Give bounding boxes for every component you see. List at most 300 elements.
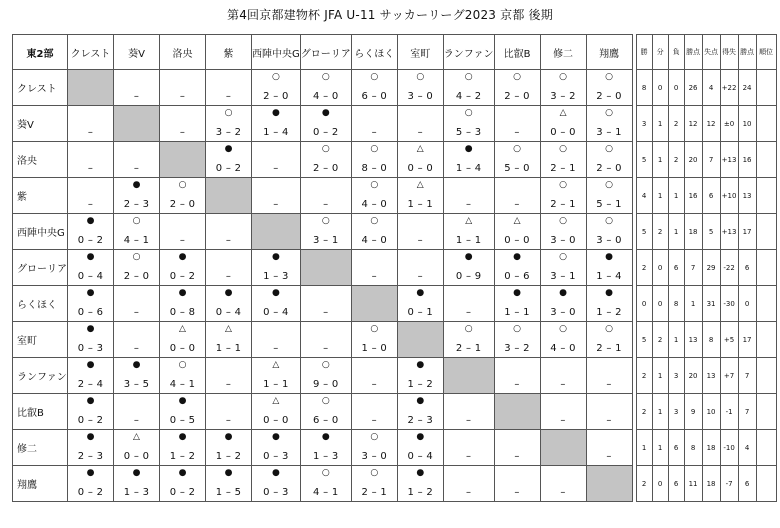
stat-cell [756, 358, 776, 394]
stat-cell: 0 [652, 286, 668, 322]
stat-cell [756, 70, 776, 106]
match-result-cell [206, 214, 252, 250]
match-result-cell [160, 466, 206, 502]
result-mark: ● [86, 252, 95, 262]
match-result-cell [68, 250, 114, 286]
match-score: 3 – 5 [123, 379, 150, 390]
match-score: – [606, 415, 612, 426]
stat-cell: 12 [702, 106, 720, 142]
match-result-cell [494, 358, 540, 394]
result-mark: ○ [370, 468, 379, 478]
result-mark: △ [133, 432, 140, 442]
team-row [13, 394, 777, 430]
match-score: – [225, 235, 232, 246]
match-result-cell [351, 466, 397, 502]
page-title: 第4回京都建物杯 JFA U-11 サッカーリーグ2023 京都 後期 [227, 8, 553, 22]
match-result-cell [494, 322, 540, 358]
result-mark: ● [605, 252, 613, 262]
stat-cell: 17 [738, 214, 756, 250]
self-match-cell [494, 394, 540, 430]
stat-cell: 0 [652, 70, 668, 106]
match-score: 2 – 4 [77, 379, 104, 390]
team-row [13, 430, 777, 466]
match-result-cell [540, 394, 586, 430]
match-result-cell [494, 430, 540, 466]
match-score: 2 – 0 [504, 91, 530, 102]
result-mark: ○ [605, 72, 613, 82]
stat-cell: -30 [720, 286, 738, 322]
match-score: 5 – 0 [504, 163, 530, 174]
match-score: – [371, 379, 377, 390]
stat-cell: 5 [636, 322, 652, 358]
self-match-cell [114, 106, 160, 142]
stat-cell [756, 394, 776, 430]
stat-cell: 1 [652, 178, 668, 214]
match-result-cell [586, 286, 632, 322]
stat-cell: 0 [738, 286, 756, 322]
stat-cell: 11 [684, 466, 702, 502]
match-result-cell [68, 430, 114, 466]
self-match-cell [443, 358, 494, 394]
stat-cell: 6 [668, 430, 684, 466]
match-result-cell [160, 322, 206, 358]
match-result-cell [252, 142, 301, 178]
result-mark: ○ [513, 324, 521, 334]
match-result-cell [68, 322, 114, 358]
match-score: 2 – 0 [596, 91, 622, 102]
match-result-cell [206, 286, 252, 322]
result-mark: ○ [605, 324, 613, 334]
stat-cell: 6 [668, 250, 684, 286]
result-mark: ● [271, 288, 280, 298]
match-result-cell [351, 358, 397, 394]
match-score: 1 – 1 [215, 343, 242, 354]
stat-cell: 1 [652, 430, 668, 466]
stat-cell: 2 [668, 106, 684, 142]
match-score: 5 – 1 [596, 199, 622, 210]
team-row [13, 178, 777, 214]
match-result-cell [397, 178, 443, 214]
result-mark: ○ [605, 144, 613, 154]
match-result-cell [252, 466, 301, 502]
match-score: 1 – 0 [361, 343, 388, 354]
row-header-team: 翔鷹 [13, 466, 68, 502]
match-score: 1 – 4 [455, 163, 482, 174]
stat-cell [756, 214, 776, 250]
stat-cell: 2 [636, 250, 652, 286]
match-result-cell [397, 250, 443, 286]
result-mark: ● [271, 108, 280, 118]
match-result-cell [351, 142, 397, 178]
stat-cell: 2 [668, 142, 684, 178]
match-score: – [133, 415, 140, 426]
stat-cell: 18 [702, 466, 720, 502]
match-result-cell [586, 214, 632, 250]
result-mark: ○ [132, 216, 141, 226]
match-score: 2 – 0 [263, 91, 289, 102]
match-score: – [606, 379, 612, 390]
match-result-cell [68, 394, 114, 430]
stat-cell: +7 [720, 358, 738, 394]
match-result-cell [300, 286, 351, 322]
match-result-cell [351, 214, 397, 250]
result-mark: △ [416, 180, 424, 190]
match-result-cell [114, 466, 160, 502]
stat-cell: 6 [738, 250, 756, 286]
result-mark: ● [132, 360, 141, 370]
self-match-cell [300, 250, 351, 286]
match-score: – [87, 199, 94, 210]
match-score: – [133, 307, 140, 318]
stat-cell: 5 [636, 214, 652, 250]
match-result-cell [351, 250, 397, 286]
match-result-cell [206, 322, 252, 358]
result-mark: ● [416, 468, 425, 478]
match-score: – [514, 487, 520, 498]
match-result-cell [443, 214, 494, 250]
match-score: 3 – 1 [596, 127, 622, 138]
stat-header: 勝 [636, 35, 652, 70]
match-score: – [179, 127, 186, 138]
stat-cell: -7 [720, 466, 738, 502]
match-result-cell [351, 322, 397, 358]
stat-cell [756, 322, 776, 358]
stat-cell: +13 [720, 214, 738, 250]
result-mark: ● [178, 252, 187, 262]
stat-cell: 1 [652, 358, 668, 394]
result-mark: ○ [464, 324, 473, 334]
result-mark: △ [272, 396, 280, 406]
match-result-cell [494, 466, 540, 502]
match-score: – [514, 451, 520, 462]
match-result-cell [252, 250, 301, 286]
result-mark: ○ [416, 72, 425, 82]
match-result-cell [540, 70, 586, 106]
stat-cell: 7 [738, 358, 756, 394]
result-mark: ○ [321, 72, 330, 82]
match-result-cell [68, 178, 114, 214]
match-result-cell [114, 430, 160, 466]
match-score: – [371, 127, 377, 138]
stat-cell: +22 [720, 70, 738, 106]
match-score: – [273, 163, 279, 174]
match-result-cell [252, 322, 301, 358]
stat-header: 得失 [720, 35, 738, 70]
match-score: 0 – 9 [455, 271, 482, 282]
self-match-cell [540, 430, 586, 466]
result-mark: ○ [178, 180, 187, 190]
row-header-team: 比叡B [13, 394, 68, 430]
result-mark: ● [464, 252, 473, 262]
match-score: 0 – 0 [169, 343, 196, 354]
match-result-cell [586, 70, 632, 106]
match-score: 0 – 4 [77, 271, 104, 282]
self-match-cell [68, 70, 114, 106]
match-score: 1 – 4 [596, 271, 622, 282]
match-score: 8 – 0 [361, 163, 388, 174]
match-result-cell [494, 250, 540, 286]
stat-cell: 5 [636, 142, 652, 178]
stat-cell: 31 [702, 286, 720, 322]
result-mark: ○ [370, 180, 379, 190]
match-score: 0 – 8 [169, 307, 196, 318]
match-score: 4 – 1 [169, 379, 196, 390]
stat-cell: 1 [652, 106, 668, 142]
result-mark: ○ [370, 216, 379, 226]
match-result-cell [443, 322, 494, 358]
match-score: 0 – 1 [407, 307, 434, 318]
match-score: 1 – 2 [596, 307, 622, 318]
stat-cell: 18 [702, 430, 720, 466]
self-match-cell [160, 142, 206, 178]
stat-cell: 4 [636, 178, 652, 214]
match-result-cell [68, 286, 114, 322]
stat-cell: 13 [684, 322, 702, 358]
stat-cell [756, 430, 776, 466]
team-row [13, 250, 777, 286]
stat-cell: 1 [652, 142, 668, 178]
match-score: – [323, 199, 329, 210]
result-mark: ● [178, 396, 187, 406]
match-result-cell [206, 70, 252, 106]
result-mark: △ [272, 360, 280, 370]
stat-cell [756, 178, 776, 214]
match-score: 0 – 0 [504, 235, 530, 246]
match-score: 1 – 3 [312, 451, 339, 462]
match-score: 0 – 0 [550, 127, 576, 138]
result-mark: ● [178, 288, 187, 298]
stat-cell: 10 [702, 394, 720, 430]
match-result-cell [160, 214, 206, 250]
match-score: 1 – 1 [504, 307, 530, 318]
result-mark: ○ [132, 252, 141, 262]
match-score: – [560, 487, 566, 498]
match-score: – [179, 91, 186, 102]
stat-cell [756, 466, 776, 502]
result-mark: ● [321, 108, 330, 118]
match-result-cell [586, 106, 632, 142]
match-result-cell [160, 358, 206, 394]
result-mark: △ [513, 216, 521, 226]
match-score: – [606, 451, 612, 462]
match-result-cell [300, 106, 351, 142]
match-result-cell [443, 70, 494, 106]
match-result-cell [443, 286, 494, 322]
match-score: – [323, 307, 329, 318]
row-header-team: 修二 [13, 430, 68, 466]
stat-cell: ±0 [720, 106, 738, 142]
match-score: – [225, 91, 232, 102]
match-score: 0 – 4 [407, 451, 434, 462]
team-row [13, 358, 777, 394]
match-score: – [273, 343, 279, 354]
match-result-cell [160, 430, 206, 466]
result-mark: ○ [321, 468, 330, 478]
stat-cell: 10 [738, 106, 756, 142]
result-mark: ○ [370, 432, 379, 442]
match-result-cell [300, 466, 351, 502]
stat-cell: 5 [702, 214, 720, 250]
stat-cell: 6 [702, 178, 720, 214]
match-score: 0 – 3 [263, 487, 289, 498]
stat-cell: 17 [738, 322, 756, 358]
match-result-cell [351, 70, 397, 106]
match-result-cell [300, 322, 351, 358]
match-score: – [273, 199, 279, 210]
match-score: 0 – 2 [312, 127, 339, 138]
match-score: 0 – 2 [169, 487, 196, 498]
row-header-team: 室町 [13, 322, 68, 358]
match-result-cell [540, 178, 586, 214]
row-header-team: グローリア [13, 250, 68, 286]
match-score: 2 – 1 [550, 163, 576, 174]
stat-header: 勝点 [684, 35, 702, 70]
result-mark: ● [271, 468, 280, 478]
match-score: 3 – 0 [550, 307, 576, 318]
match-score: – [87, 163, 94, 174]
match-score: – [133, 91, 140, 102]
match-score: 3 – 0 [550, 235, 576, 246]
match-score: 3 – 0 [361, 451, 388, 462]
team-row [13, 142, 777, 178]
match-result-cell [397, 286, 443, 322]
result-mark: ○ [178, 360, 187, 370]
header-row [13, 35, 777, 70]
match-score: – [466, 487, 472, 498]
match-result-cell [252, 178, 301, 214]
stat-cell: 4 [702, 70, 720, 106]
match-result-cell [114, 394, 160, 430]
match-score: 0 – 0 [123, 451, 150, 462]
result-mark: ● [86, 216, 95, 226]
stat-cell: -22 [720, 250, 738, 286]
result-mark: ● [86, 360, 95, 370]
match-result-cell [252, 106, 301, 142]
stat-cell [756, 250, 776, 286]
match-score: – [133, 163, 140, 174]
stat-cell: 7 [702, 142, 720, 178]
stat-cell: 8 [668, 286, 684, 322]
stat-cell [756, 106, 776, 142]
stat-cell: +13 [720, 142, 738, 178]
result-mark: ○ [559, 72, 567, 82]
row-header-team: 洛央 [13, 142, 68, 178]
match-score: – [514, 379, 520, 390]
match-result-cell [160, 250, 206, 286]
match-result-cell [206, 358, 252, 394]
stat-cell: 7 [684, 250, 702, 286]
stat-cell: 3 [668, 358, 684, 394]
match-score: – [371, 271, 377, 282]
match-result-cell [68, 466, 114, 502]
match-score: 1 – 3 [123, 487, 150, 498]
match-score: – [466, 199, 472, 210]
match-result-cell [540, 250, 586, 286]
match-score: – [466, 415, 472, 426]
match-score: – [417, 127, 423, 138]
match-result-cell [300, 142, 351, 178]
match-score: 0 – 2 [77, 487, 104, 498]
match-result-cell [586, 394, 632, 430]
match-result-cell [586, 358, 632, 394]
match-result-cell [206, 106, 252, 142]
match-result-cell [397, 466, 443, 502]
match-result-cell [443, 466, 494, 502]
result-mark: ● [86, 432, 95, 442]
column-header-team: グローリア [300, 35, 351, 70]
row-header-team: 葵V [13, 106, 68, 142]
result-mark: ○ [271, 72, 280, 82]
stat-cell: 12 [684, 106, 702, 142]
result-mark: ● [86, 324, 95, 334]
match-score: 2 – 0 [312, 163, 339, 174]
match-score: 3 – 2 [504, 343, 530, 354]
result-mark: △ [416, 144, 424, 154]
result-mark: △ [225, 324, 232, 334]
match-result-cell [68, 214, 114, 250]
match-result-cell [540, 142, 586, 178]
team-row [13, 70, 777, 106]
column-header-team: らくほく [351, 35, 397, 70]
column-header-team: 修二 [540, 35, 586, 70]
stat-cell: 13 [702, 358, 720, 394]
match-score: 0 – 0 [263, 415, 289, 426]
team-row [13, 286, 777, 322]
result-mark: ● [416, 396, 425, 406]
result-mark: ● [224, 468, 233, 478]
stat-cell: 24 [738, 70, 756, 106]
stat-cell: 6 [668, 466, 684, 502]
match-result-cell [397, 70, 443, 106]
match-score: 1 – 1 [407, 199, 434, 210]
match-score: 0 – 4 [215, 307, 242, 318]
stat-cell: 8 [684, 430, 702, 466]
match-score: – [514, 199, 520, 210]
stat-cell: 16 [684, 178, 702, 214]
match-result-cell [586, 142, 632, 178]
match-result-cell [206, 142, 252, 178]
match-result-cell [494, 142, 540, 178]
stat-cell: 1 [684, 286, 702, 322]
match-score: – [417, 271, 423, 282]
stat-cell: 1 [636, 430, 652, 466]
match-result-cell [540, 322, 586, 358]
match-score: 3 – 0 [596, 235, 622, 246]
result-mark: ○ [321, 360, 330, 370]
stat-cell: 4 [738, 430, 756, 466]
match-result-cell [397, 106, 443, 142]
match-score: 2 – 1 [361, 487, 388, 498]
match-score: – [225, 379, 232, 390]
league-results-table [12, 34, 777, 502]
match-result-cell [252, 394, 301, 430]
result-mark: ● [321, 432, 330, 442]
self-match-cell [397, 322, 443, 358]
match-score: – [466, 307, 472, 318]
match-result-cell [540, 466, 586, 502]
match-result-cell [206, 466, 252, 502]
team-row [13, 466, 777, 502]
match-result-cell [252, 358, 301, 394]
row-header-team: クレスト [13, 70, 68, 106]
stat-cell: 0 [652, 466, 668, 502]
self-match-cell [351, 286, 397, 322]
match-score: 1 – 2 [169, 451, 196, 462]
match-score: 0 – 5 [169, 415, 196, 426]
result-mark: ○ [321, 396, 330, 406]
match-result-cell [300, 394, 351, 430]
result-mark: ● [416, 432, 425, 442]
